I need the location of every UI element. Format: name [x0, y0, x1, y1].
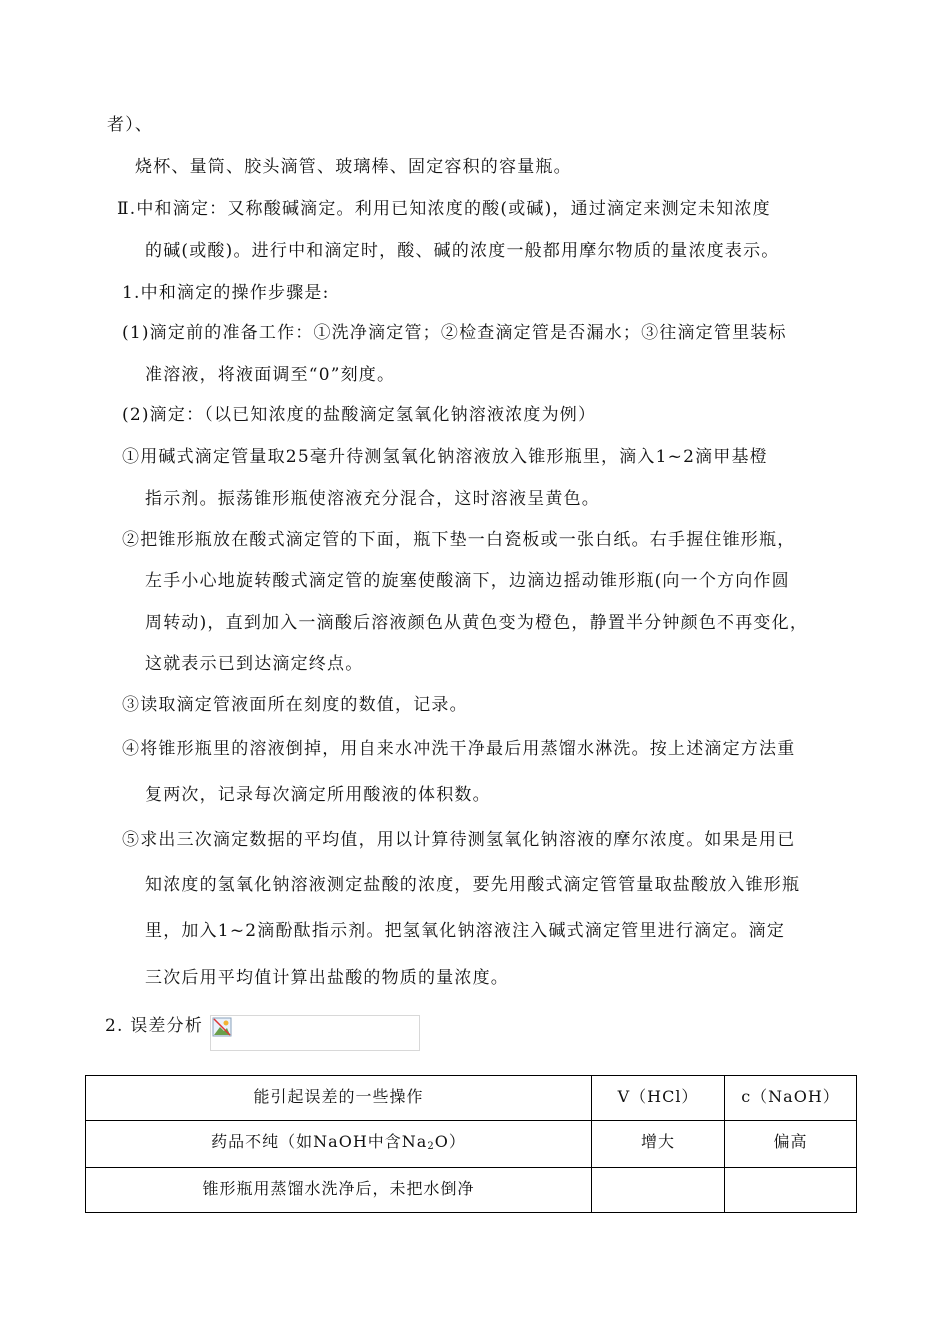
text-line: 三次后用平均值计算出盐酸的物质的量浓度。: [145, 968, 509, 988]
text-line: ②把锥形瓶放在酸式滴定管的下面，瓶下垫一白瓷板或一张白纸。右手握住锥形瓶，: [122, 530, 796, 550]
text-line: Ⅱ.中和滴定：又称酸碱滴定。利用已知浓度的酸(或碱)，通过滴定来测定未知浓度: [117, 199, 771, 219]
table-row: [86, 1121, 857, 1168]
text-line: 复两次，记录每次滴定所用酸液的体积数。: [145, 785, 491, 805]
text-line: 准溶液，将液面调至“0”刻度。: [145, 365, 396, 385]
table-header-row: [86, 1076, 857, 1121]
text-line: 指示剂。振荡锥形瓶使溶液充分混合，这时溶液呈黄色。: [145, 489, 600, 509]
text-line: 知浓度的氢氧化钠溶液测定盐酸的浓度，要先用酸式滴定管管量取盐酸放入锥形瓶: [145, 875, 801, 895]
section-title: 2. 误差分析: [105, 1016, 204, 1036]
table-row: [86, 1168, 857, 1213]
header-cell: 能引起误差的一些操作: [86, 1076, 592, 1121]
text-line: ⑤求出三次滴定数据的平均值，用以计算待测氢氧化钠溶液的摩尔浓度。如果是用已: [122, 830, 796, 850]
table-cell: 药品不纯（如NaOH中含$Na_2O$）: [86, 1121, 592, 1168]
text-line: 里，加入1~2滴酚酞指示剂。把氢氧化钠溶液注入碱式滴定管里进行滴定。滴定: [145, 921, 786, 941]
text-line: ①用碱式滴定管量取25毫升待测氢氧化钠溶液放入锥形瓶里，滴入1~2滴甲基橙: [122, 447, 768, 467]
table-cell: [725, 1168, 857, 1213]
text-line: ④将锥形瓶里的溶液倒掉，用自来水冲洗干净最后用蒸馏水淋洗。按上述滴定方法重: [122, 739, 796, 759]
table-cell: 偏高: [725, 1121, 857, 1168]
text-line: 者）、: [107, 115, 154, 135]
table-cell: 增大: [592, 1121, 725, 1168]
text-line: 这就表示已到达滴定终点。: [145, 654, 364, 674]
text-line: (1)滴定前的准备工作：①洗净滴定管；②检查滴定管是否漏水；③往滴定管里装标: [122, 323, 787, 343]
table-cell: [592, 1168, 725, 1213]
text-line: 左手小心地旋转酸式滴定管的旋塞使酸滴下，边滴边摇动锥形瓶(向一个方向作圆: [145, 571, 790, 591]
table-cell: 锥形瓶用蒸馏水洗净后，未把水倒净: [86, 1168, 592, 1213]
text-line: ③读取滴定管液面所在刻度的数值，记录。: [122, 695, 468, 715]
header-cell: V（HCl）: [592, 1076, 725, 1121]
error-analysis-table: [85, 1075, 857, 1213]
text-line: 的碱(或酸)。进行中和滴定时，酸、碱的浓度一般都用摩尔物质的量浓度表示。: [145, 241, 780, 261]
text-line: 1.中和滴定的操作步骤是:: [122, 283, 330, 303]
text-line: (2)滴定：（以已知浓度的盐酸滴定氢氧化钠溶液浓度为例）: [122, 405, 597, 425]
text-line: 周转动)，直到加入一滴酸后溶液颜色从黄色变为橙色，静置半分钟颜色不再变化，: [145, 613, 809, 633]
header-cell: c（NaOH）: [725, 1076, 857, 1121]
broken-image-placeholder: [210, 1015, 420, 1051]
broken-image-icon: [212, 1017, 232, 1037]
text-line: 烧杯、量筒、胶头滴管、玻璃棒、固定容积的容量瓶。: [135, 157, 572, 177]
